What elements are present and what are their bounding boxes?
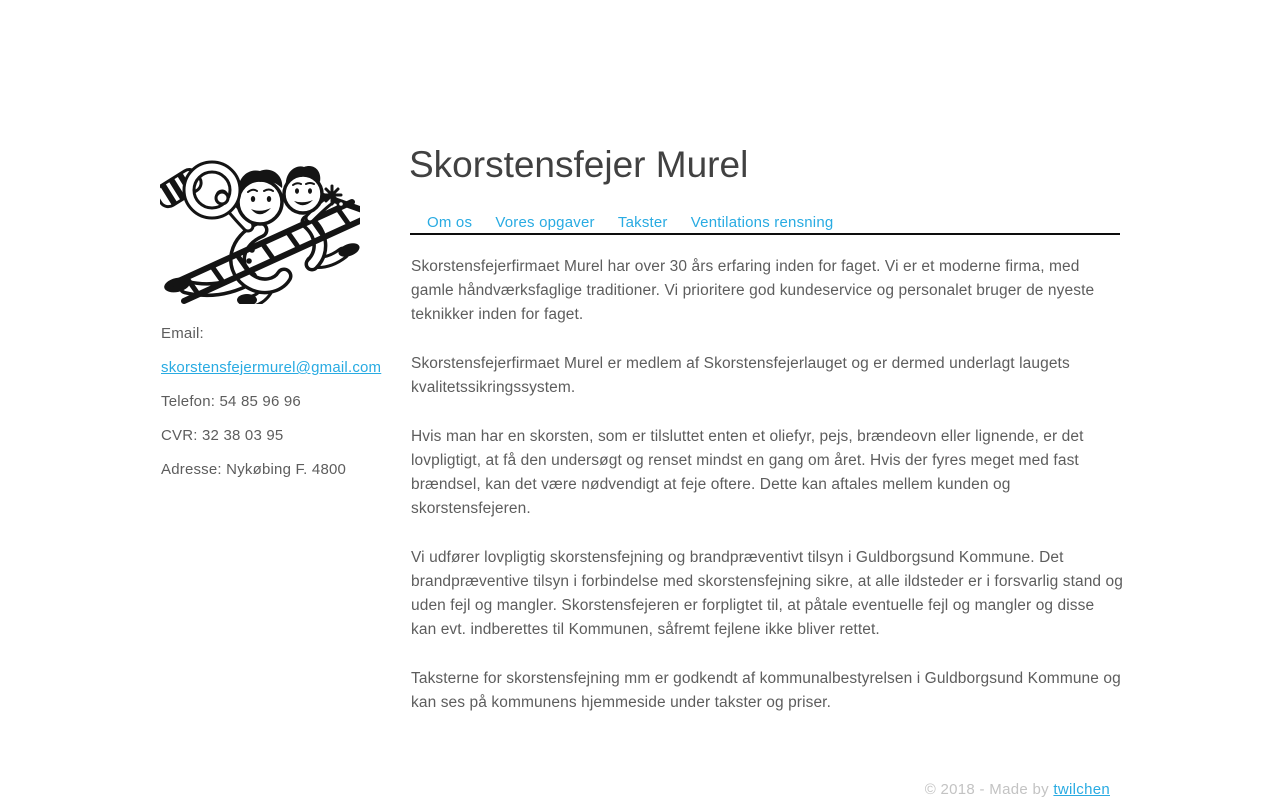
nav-item-ventilations-rensning[interactable]: Ventilations rensning (690, 214, 834, 231)
email-row (161, 360, 411, 375)
page-title: Skorstensfejer Murel (409, 144, 749, 185)
phone-text: Telefon: 54 85 96 96 (161, 393, 301, 410)
logo-drawing (160, 144, 360, 304)
nav-item-vores-opgaver[interactable]: Vores opgaver (495, 214, 595, 231)
footer-credit-link[interactable]: twilchen (1053, 781, 1110, 798)
paragraph-membership: Skorstensfejerfirmaet Murel er medlem af Skorstensfejerlauget og er dermed underlagt laugets kvalitetssikringssystem. (411, 355, 1070, 396)
nav-item-takster[interactable]: Takster (617, 214, 668, 231)
cvr-text: CVR: 32 38 03 95 (161, 427, 284, 444)
main-nav (410, 215, 1120, 235)
paragraph-legal-sweeping: Hvis man har en skorsten, som er tilsluttet enten et oliefyr, pejs, brændeovn eller lignende, er det lovpligtigt, at få den undersøgt og renset mindst en gang om året. Hvis der fyres meget med fast brændsel, kan det være nødvendigt at feje oftere. Dette kan aftales mellem kunden og skorstensfejeren. (411, 428, 1084, 517)
paragraph-intro: Skorstensfejerfirmaet Murel har over 30 års erfaring inden for faget. Vi er et moderne firma, med gamle håndværksfaglige traditioner. Vi prioritere god kundeservice og personalet bruger de nyeste teknikker inden for faget. (411, 258, 1095, 323)
nav-item-om-os[interactable]: Om os (427, 214, 473, 231)
paragraph-inspection: Vi udfører lovpligtig skorstensfejning og brandpræventivt tilsyn i Guldborgsund Kommune. Det brandpræventive tilsyn i forbindelse med skorstensfejning sikre, at alle ildsteder er i forsvarlig stand og uden fejl og mangler. Skorstensfejeren er forpligtet til, at påtale eventuelle fejl og mangler og disse kan evt. indberettes til Kommunen, såfremt fejlene ikke bliver rettet. (411, 549, 1123, 638)
footer (925, 782, 1110, 798)
footer-credit-text: © 2018 - Made by (924, 781, 1054, 798)
email-label: Email: (161, 325, 204, 342)
address-text: Adresse: Nykøbing F. 4800 (161, 461, 347, 478)
email-link[interactable]: skorstensfejermurel@gmail.com (161, 359, 382, 376)
about-text (411, 255, 1123, 740)
chimney-sweeps-logo-icon (160, 144, 360, 304)
contact-info (161, 326, 411, 496)
paragraph-rates: Taksterne for skorstensfejning mm er godkendt af kommunalbestyrelsen i Guldborgsund Kommune og kan ses på kommunens hjemmeside under takster og priser. (411, 670, 1121, 711)
